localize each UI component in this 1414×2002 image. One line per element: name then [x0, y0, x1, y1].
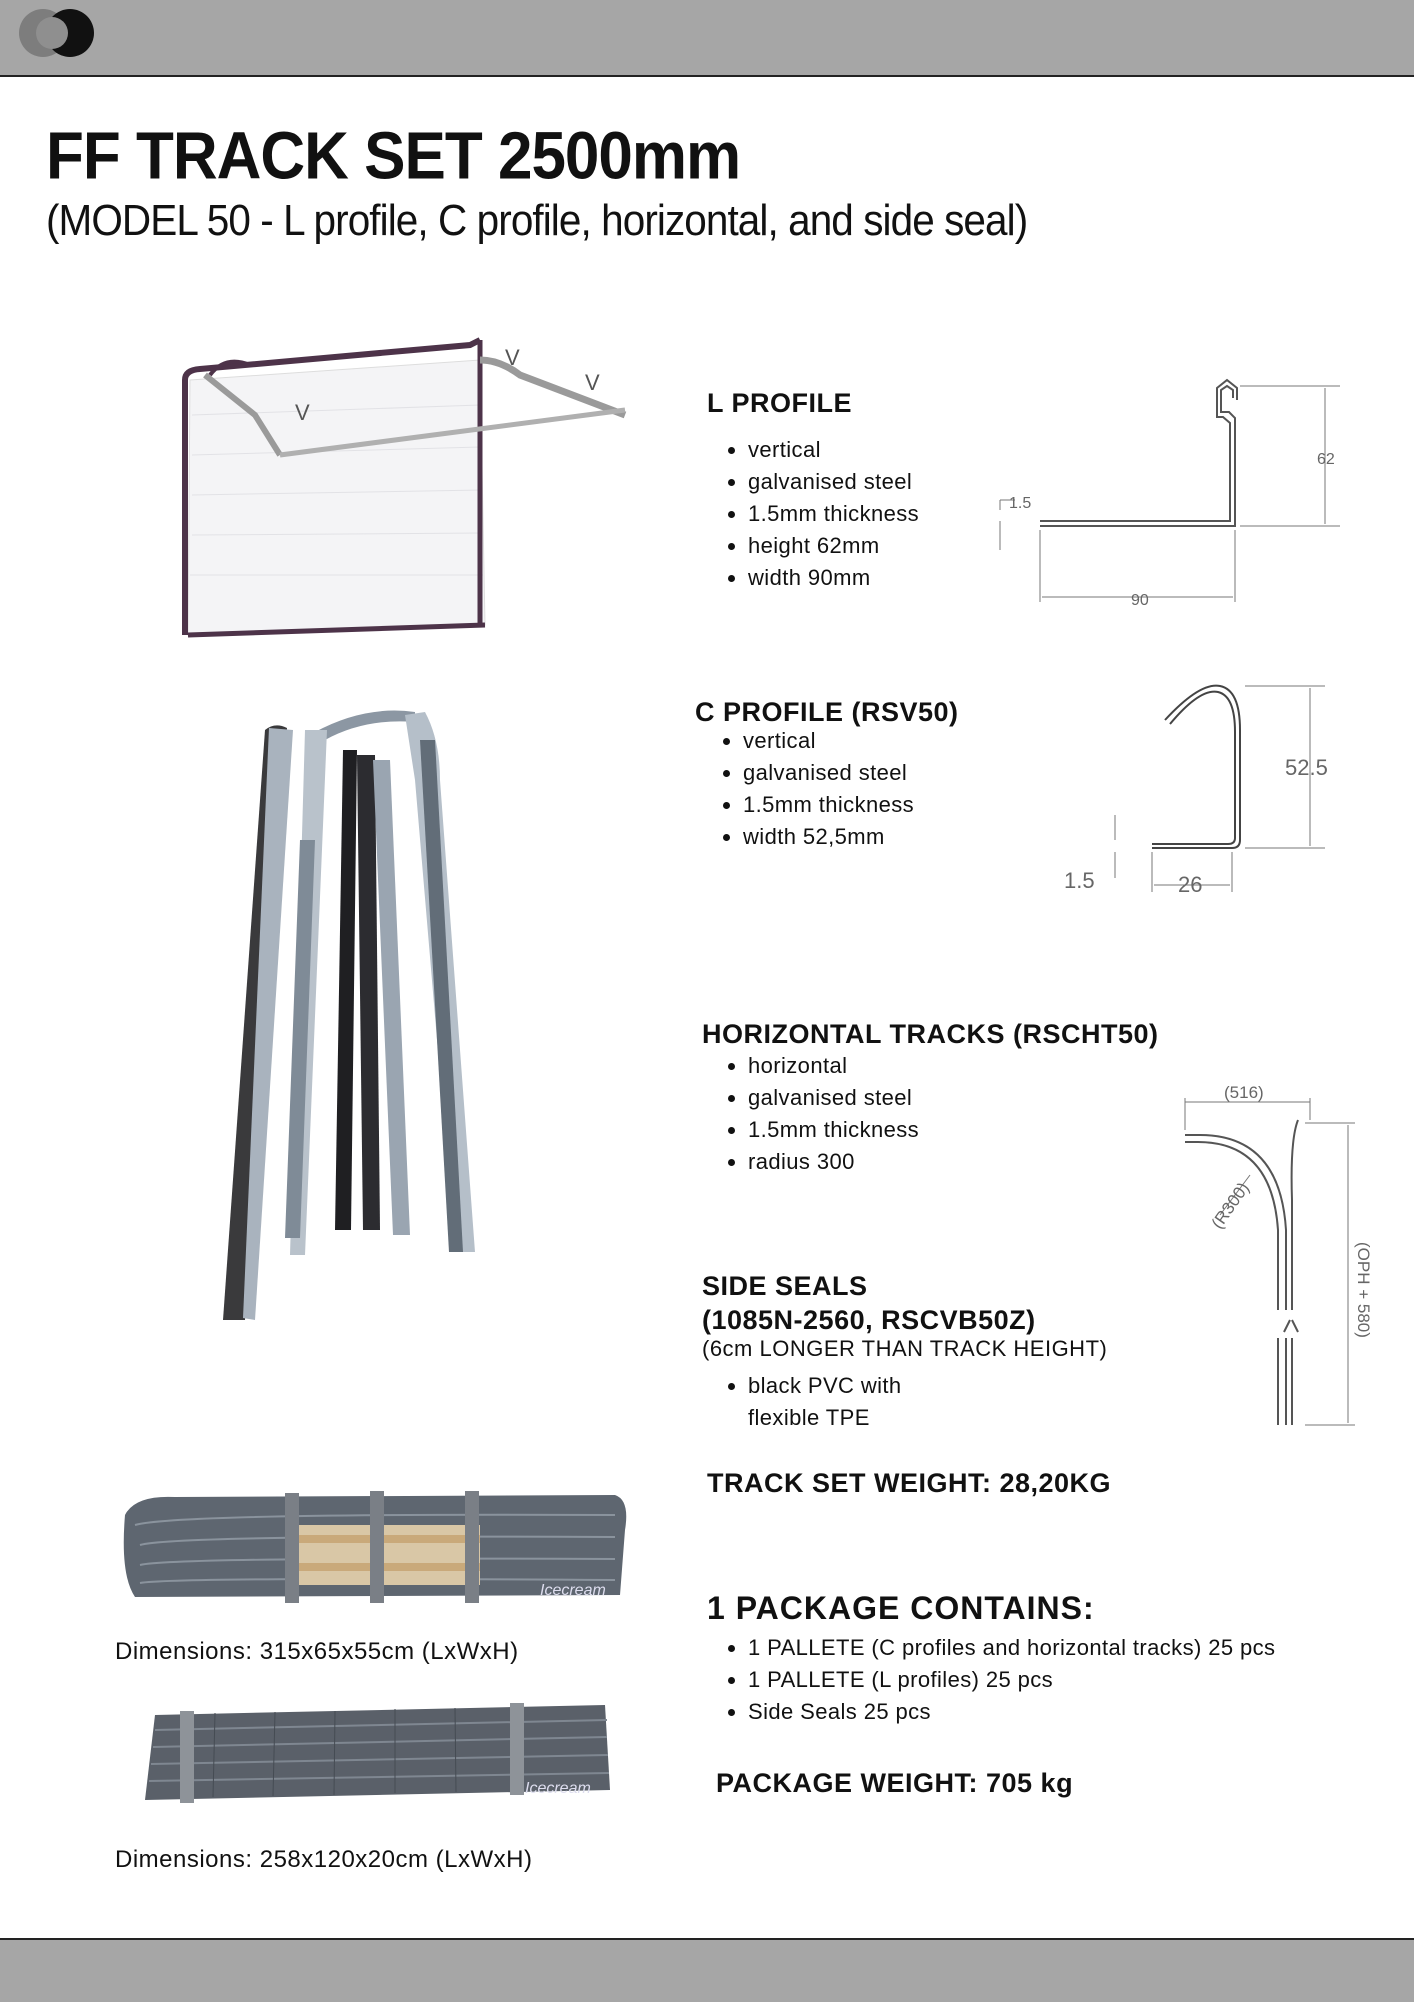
c-profile-drawing: [1060, 680, 1360, 900]
list-item: • 1.5mm thickness: [748, 1114, 919, 1146]
l-height-label: 62: [1317, 451, 1335, 468]
package-list: [708, 1632, 1275, 1728]
side-seals-note: (6cm LONGER THAN TRACK HEIGHT): [702, 1336, 1108, 1361]
side-seals-heading-line1: SIDE SEALS: [702, 1271, 868, 1301]
page-subtitle: (MODEL 50 - L profile, C profile, horizontal, and side seal): [46, 196, 1028, 245]
page-title: FF TRACK SET 2500mm: [46, 119, 741, 194]
track-set-weight: TRACK SET WEIGHT: 28,20KG: [707, 1468, 1112, 1498]
pallet-1-dimensions: Dimensions: 315x65x55cm (LxWxH): [115, 1638, 519, 1665]
list-item: • horizontal: [748, 1050, 919, 1082]
list-item: • radius 300: [748, 1146, 919, 1178]
horizontal-height-label: (OPH + 580): [1354, 1242, 1373, 1338]
watermark: Icecream: [540, 1582, 606, 1599]
horizontal-length-label: (516): [1224, 1083, 1264, 1102]
package-weight: PACKAGE WEIGHT: 705 kg: [716, 1768, 1074, 1798]
side-seals-list: [708, 1370, 902, 1434]
c-thickness-label: 1.5: [1064, 868, 1095, 893]
pallet-image-1: [115, 1485, 635, 1615]
list-item: • 1 PALLETE (C profiles and horizontal tracks) 25 pcs: [748, 1632, 1275, 1664]
list-item: flexible TPE: [748, 1405, 870, 1430]
list-item: • 1.5mm thickness: [743, 789, 914, 821]
list-item: • height 62mm: [748, 530, 919, 562]
list-item: • 1 PALLETE (L profiles) 25 pcs: [748, 1664, 1275, 1696]
list-item: • vertical: [743, 725, 914, 757]
list-item: • width 52,5mm: [743, 821, 914, 853]
c-profile-heading: C PROFILE (RSV50): [695, 697, 959, 727]
svg-text:V: V: [295, 400, 310, 425]
svg-text:V: V: [505, 345, 520, 370]
list-item: • black PVC with: [748, 1370, 902, 1402]
watermark: Icecream: [525, 1780, 591, 1797]
side-seals-heading-line2: (1085N-2560, RSCVB50Z): [702, 1305, 1036, 1335]
c-height-label: 52.5: [1285, 755, 1328, 780]
l-profile-drawing: [995, 380, 1355, 610]
list-item: • galvanised steel: [748, 1082, 919, 1114]
l-profile-heading: L PROFILE: [707, 388, 853, 418]
list-item: • Side Seals 25 pcs: [748, 1696, 1275, 1728]
l-profile-list: [708, 434, 919, 594]
list-item: • 1.5mm thickness: [748, 498, 919, 530]
svg-text:V: V: [585, 370, 600, 395]
package-heading: 1 PACKAGE CONTAINS:: [707, 1590, 1095, 1626]
l-width-label: 90: [1131, 592, 1149, 609]
c-profile-list: [703, 725, 914, 853]
garage-door-image: [180, 335, 630, 640]
horizontal-tracks-heading: HORIZONTAL TRACKS (RSCHT50): [702, 1019, 1159, 1049]
horizontal-radius-label: (R300): [1207, 1178, 1254, 1233]
list-item: • vertical: [748, 434, 919, 466]
list-item: • galvanised steel: [743, 757, 914, 789]
bottom-bar: [0, 1938, 1414, 2002]
horizontal-track-drawing: [1180, 1080, 1373, 1430]
top-bar: [0, 0, 1414, 77]
horizontal-tracks-list: [708, 1050, 919, 1178]
list-item: • width 90mm: [748, 562, 919, 594]
list-item: • galvanised steel: [748, 466, 919, 498]
track-profiles-image: [215, 700, 485, 1330]
c-width-label: 26: [1178, 872, 1203, 897]
pallet-image-2: [135, 1695, 615, 1810]
side-seals-heading: [702, 1269, 1036, 1337]
pallet-2-dimensions: Dimensions: 258x120x20cm (LxWxH): [115, 1846, 533, 1873]
l-thickness-label: 1.5: [1009, 495, 1032, 512]
brand-logo-icon: [18, 8, 104, 58]
